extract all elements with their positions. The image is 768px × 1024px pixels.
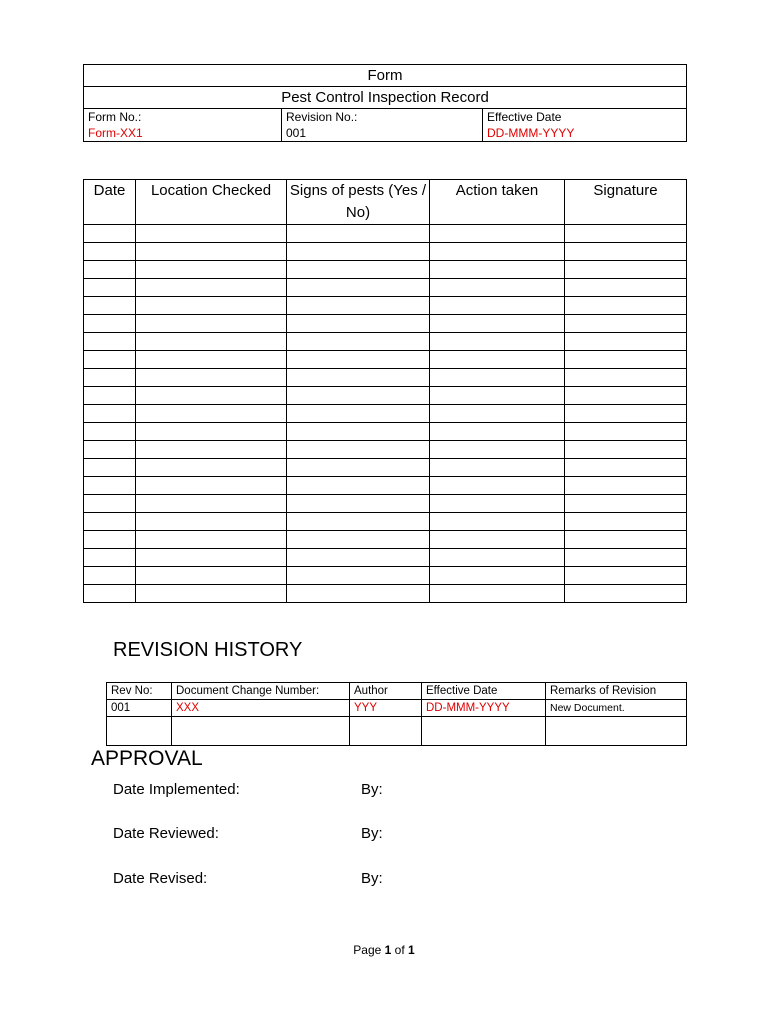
log-header-signs: Signs of pests (Yes / No) [287, 180, 430, 225]
log-cell [84, 315, 136, 333]
log-row [84, 297, 687, 315]
log-cell [84, 387, 136, 405]
log-cell [136, 351, 287, 369]
log-cell [430, 351, 565, 369]
log-row [84, 441, 687, 459]
revision-row [107, 700, 687, 717]
log-cell [287, 405, 430, 423]
effective-date-value: DD-MMM-YYYY [483, 125, 687, 142]
reviewed-by-label: By: [361, 825, 383, 842]
log-cell [565, 387, 687, 405]
log-cell [84, 585, 136, 603]
rev-cell-change-number: XXX [172, 700, 350, 717]
log-cell [287, 531, 430, 549]
log-cell [287, 297, 430, 315]
log-cell [287, 333, 430, 351]
page-total: 1 [408, 943, 415, 957]
log-cell [84, 423, 136, 441]
log-cell [565, 567, 687, 585]
log-cell [430, 315, 565, 333]
log-cell [565, 459, 687, 477]
log-cell [565, 477, 687, 495]
log-cell [136, 315, 287, 333]
log-row [84, 549, 687, 567]
log-row [84, 405, 687, 423]
log-cell [430, 225, 565, 243]
log-cell [430, 441, 565, 459]
log-cell [430, 513, 565, 531]
log-cell [287, 315, 430, 333]
log-cell [136, 387, 287, 405]
log-body [84, 225, 687, 603]
log-cell [430, 405, 565, 423]
log-row [84, 351, 687, 369]
log-row [84, 585, 687, 603]
log-cell [430, 387, 565, 405]
log-cell [136, 423, 287, 441]
page-prefix: Page [353, 943, 382, 957]
log-cell [430, 531, 565, 549]
log-cell [84, 441, 136, 459]
log-cell [287, 261, 430, 279]
log-cell [84, 513, 136, 531]
log-cell [565, 279, 687, 297]
log-cell [136, 513, 287, 531]
rev-cell-author: YYY [350, 700, 422, 717]
rev-header-remarks: Remarks of Revision [546, 683, 687, 700]
log-cell [84, 261, 136, 279]
log-cell [287, 387, 430, 405]
log-cell [430, 549, 565, 567]
log-cell [430, 297, 565, 315]
log-cell [287, 243, 430, 261]
log-cell [136, 369, 287, 387]
log-header-date: Date [84, 180, 136, 225]
form-label: Form [84, 65, 687, 87]
inspection-log-table [83, 179, 687, 603]
form-header-table [83, 64, 687, 142]
log-cell [287, 225, 430, 243]
log-cell [565, 243, 687, 261]
log-row [84, 567, 687, 585]
log-cell [136, 261, 287, 279]
log-cell [84, 477, 136, 495]
log-cell [136, 225, 287, 243]
rev-header-change-number: Document Change Number: [172, 683, 350, 700]
log-cell [136, 495, 287, 513]
log-cell [136, 459, 287, 477]
log-cell [287, 495, 430, 513]
log-row [84, 243, 687, 261]
log-cell [136, 549, 287, 567]
form-no-value: Form-XX1 [84, 125, 282, 142]
log-cell [84, 405, 136, 423]
log-header-location: Location Checked [136, 180, 287, 225]
log-cell [84, 369, 136, 387]
approval-heading: APPROVAL [91, 747, 203, 770]
log-row [84, 531, 687, 549]
log-cell [287, 477, 430, 495]
date-revised-label: Date Revised: [113, 870, 208, 887]
log-row [84, 387, 687, 405]
log-cell [287, 423, 430, 441]
log-cell [565, 225, 687, 243]
log-cell [430, 567, 565, 585]
rev-header-author: Author [350, 683, 422, 700]
page-of: of [394, 943, 405, 957]
rev-cell-blank [107, 717, 172, 746]
log-cell [565, 549, 687, 567]
rev-cell-effective-date: DD-MMM-YYYY [422, 700, 546, 717]
log-cell [565, 423, 687, 441]
log-cell [430, 495, 565, 513]
log-cell [84, 459, 136, 477]
log-cell [430, 243, 565, 261]
rev-cell-rev-no: 001 [107, 700, 172, 717]
log-cell [565, 531, 687, 549]
revision-no-value: 001 [282, 125, 483, 142]
log-cell [565, 261, 687, 279]
log-cell [430, 369, 565, 387]
log-row [84, 279, 687, 297]
log-cell [430, 423, 565, 441]
revision-history-heading: REVISION HISTORY [113, 639, 303, 661]
log-row [84, 333, 687, 351]
log-cell [287, 369, 430, 387]
log-row [84, 513, 687, 531]
log-row [84, 477, 687, 495]
log-cell [565, 513, 687, 531]
log-row [84, 225, 687, 243]
log-cell [84, 549, 136, 567]
rev-cell-blank [546, 717, 687, 746]
log-cell [136, 333, 287, 351]
form-title: Pest Control Inspection Record [84, 87, 687, 109]
log-cell [287, 567, 430, 585]
log-cell [84, 351, 136, 369]
log-cell [84, 225, 136, 243]
date-reviewed-label: Date Reviewed: [113, 825, 219, 842]
log-cell [565, 495, 687, 513]
log-cell [430, 459, 565, 477]
log-header-signature: Signature [565, 180, 687, 225]
log-cell [565, 315, 687, 333]
log-cell [430, 261, 565, 279]
log-cell [84, 495, 136, 513]
log-cell [287, 441, 430, 459]
rev-cell-blank [422, 717, 546, 746]
rev-cell-blank [350, 717, 422, 746]
revision-header-row [107, 683, 687, 700]
log-cell [136, 585, 287, 603]
log-cell [84, 279, 136, 297]
log-cell [136, 279, 287, 297]
log-cell [287, 279, 430, 297]
log-cell [430, 279, 565, 297]
revision-row-blank [107, 717, 687, 746]
revision-history-table [106, 682, 687, 746]
log-cell [565, 405, 687, 423]
log-cell [430, 333, 565, 351]
log-cell [136, 477, 287, 495]
log-row [84, 369, 687, 387]
log-row [84, 315, 687, 333]
log-cell [287, 351, 430, 369]
rev-header-rev-no: Rev No: [107, 683, 172, 700]
log-cell [430, 477, 565, 495]
revised-by-label: By: [361, 870, 383, 887]
effective-date-label: Effective Date [483, 109, 687, 126]
log-row [84, 261, 687, 279]
log-cell [565, 585, 687, 603]
date-implemented-label: Date Implemented: [113, 781, 240, 798]
page-current: 1 [384, 943, 392, 957]
rev-cell-remarks: New Document. [546, 700, 687, 717]
log-cell [430, 585, 565, 603]
log-cell [565, 441, 687, 459]
log-cell [287, 549, 430, 567]
log-row [84, 423, 687, 441]
log-cell [136, 441, 287, 459]
log-row [84, 459, 687, 477]
log-cell [136, 297, 287, 315]
log-cell [136, 405, 287, 423]
log-row [84, 495, 687, 513]
log-cell [84, 297, 136, 315]
log-cell [565, 333, 687, 351]
log-cell [565, 297, 687, 315]
form-no-label: Form No.: [84, 109, 282, 126]
log-cell [136, 567, 287, 585]
log-cell [136, 243, 287, 261]
log-header-action: Action taken [430, 180, 565, 225]
log-cell [84, 567, 136, 585]
log-cell [287, 513, 430, 531]
page-number [0, 943, 768, 957]
rev-cell-blank [172, 717, 350, 746]
implemented-by-label: By: [361, 781, 383, 798]
log-cell [84, 531, 136, 549]
log-cell [565, 351, 687, 369]
log-header-row [84, 180, 687, 225]
rev-header-effective-date: Effective Date [422, 683, 546, 700]
log-cell [136, 531, 287, 549]
log-cell [84, 333, 136, 351]
log-cell [84, 243, 136, 261]
revision-no-label: Revision No.: [282, 109, 483, 126]
log-cell [565, 369, 687, 387]
log-cell [287, 459, 430, 477]
log-cell [287, 585, 430, 603]
